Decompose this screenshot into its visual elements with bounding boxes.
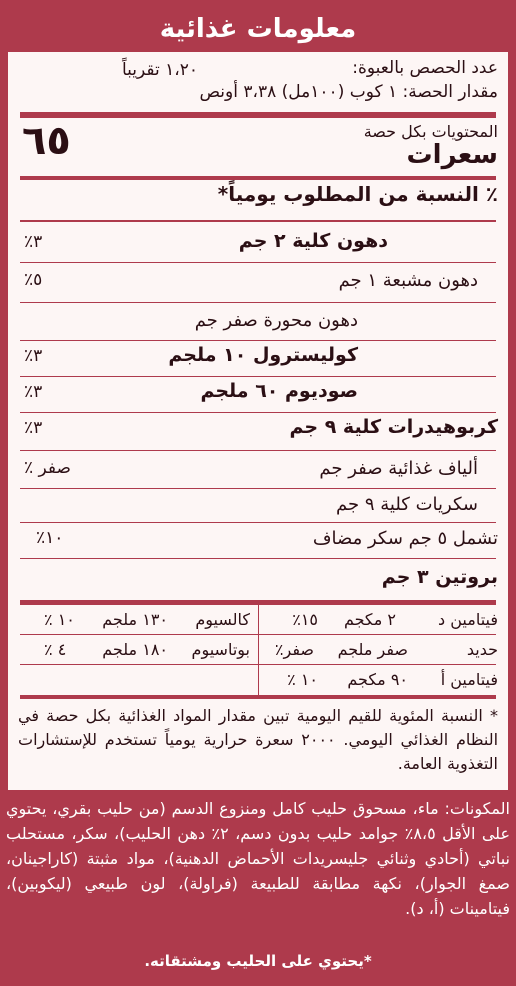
per-serving-label: المحتويات بكل حصة — [363, 122, 498, 141]
row-carbohydrates: كربوهيدرات كلية ٩ جم — [289, 416, 498, 438]
divider — [20, 558, 496, 559]
divider — [20, 262, 496, 263]
row-saturated-fat: دهون مشبعة ١ جم — [338, 270, 478, 291]
calories-value: ٦٥ — [22, 118, 71, 164]
thick-divider — [20, 695, 496, 699]
dv-saturated-fat: ٥٪ — [24, 270, 43, 290]
iron-dv: صفر٪ — [274, 640, 314, 659]
row-added-sugars: تشمل ٥ جم سكر مضاف — [312, 528, 498, 549]
ingredients-text: المكونات: ماء، مسحوق حليب كامل ومنزوع الدسم (من حليب بقري، يحتوي على الأقل ٨،٥٪ جوامد حليب بدون دسم، ٢٪ دهن الحليب)، سكر، مستحلب نباتي (أحادي وثنائي جليسريدات الأحماض الدهنية)، مواد مثبتة (كاراجينان، صمغ الجوار)، نكهة مطابقة للطبيعة (فراولة)، لون طبيعي (ليكوبين)، فيتامينات (أ، د). — [6, 799, 511, 918]
divider — [20, 522, 496, 523]
panel-title: معلومات غذائية — [8, 6, 508, 52]
vitamin-a-dv: ١٠ ٪ — [287, 670, 318, 689]
divider — [20, 302, 496, 303]
row-protein: بروتين ٣ جم — [381, 566, 498, 588]
divider — [20, 664, 496, 665]
calcium-name: كالسيوم — [195, 610, 250, 629]
calcium-amount: ١٣٠ ملجم — [102, 610, 168, 629]
divider — [20, 412, 496, 413]
row-total-fat: دهون كلية ٢ جم — [238, 230, 388, 252]
dv-total-fat: ٣٪ — [24, 232, 43, 252]
servings-value: ١،٢٠ تقريباً — [121, 60, 198, 80]
vitamin-d-name: فيتامين د — [438, 610, 498, 629]
row-cholesterol: كوليسترول ١٠ ملجم — [168, 344, 358, 366]
medium-divider — [20, 176, 496, 180]
nutrition-facts-panel — [6, 4, 510, 792]
calcium-dv: ١٠ ٪ — [44, 610, 75, 629]
iron-name: حديد — [466, 640, 498, 659]
dv-carbohydrates: ٣٪ — [24, 418, 43, 438]
dv-sodium: ٣٪ — [24, 382, 43, 402]
dv-added-sugars: ١٠٪ — [36, 528, 64, 548]
row-trans-fat: دهون محورة صفر جم — [194, 310, 358, 331]
vitamin-d-amount: ٢ مكجم — [343, 610, 396, 629]
divider — [20, 376, 496, 377]
divider — [20, 340, 496, 341]
row-sodium: صوديوم ٦٠ ملجم — [200, 380, 358, 402]
vitamin-a-name: فيتامين أ — [440, 670, 498, 689]
potassium-name: بوتاسيوم — [191, 640, 250, 659]
daily-value-footnote: * النسبة المئوية للقيم اليومية تبين مقدار المواد الغذائية بكل حصة في النظام الغذائي اليومي. ٢٠٠٠ سعرة حرارية يومياً تستخدم للإستشارات التغذوية العامة. — [18, 706, 499, 773]
vitamin-a-amount: ٩٠ مكجم — [347, 670, 408, 689]
calories-label: سعرات — [406, 140, 498, 170]
iron-amount: صفر ملجم — [337, 640, 408, 659]
row-total-sugars: سكريات كلية ٩ جم — [336, 494, 478, 515]
divider — [20, 488, 496, 489]
servings-label: عدد الحصص بالعبوة: — [352, 58, 498, 78]
divider — [20, 634, 496, 635]
allergen-statement: *يحتوي على الحليب ومشتقاته. — [144, 952, 372, 970]
vitamin-d-dv: ١٥٪ — [292, 610, 318, 629]
dv-cholesterol: ٣٪ — [24, 346, 43, 366]
potassium-amount: ١٨٠ ملجم — [102, 640, 168, 659]
daily-value-header: ٪ النسبة من المطلوب يومياً* — [217, 182, 498, 206]
dv-fiber: صفر ٪ — [24, 458, 71, 478]
thick-divider — [20, 112, 496, 118]
serving-size: مقدار الحصة: ١ كوب (١٠٠مل) ٣،٣٨ أونص — [199, 82, 498, 102]
potassium-dv: ٤ ٪ — [44, 640, 67, 659]
row-fiber: ألياف غذائية صفر جم — [319, 458, 478, 479]
divider — [20, 450, 496, 451]
divider — [20, 220, 496, 222]
table-column-divider — [258, 605, 259, 695]
